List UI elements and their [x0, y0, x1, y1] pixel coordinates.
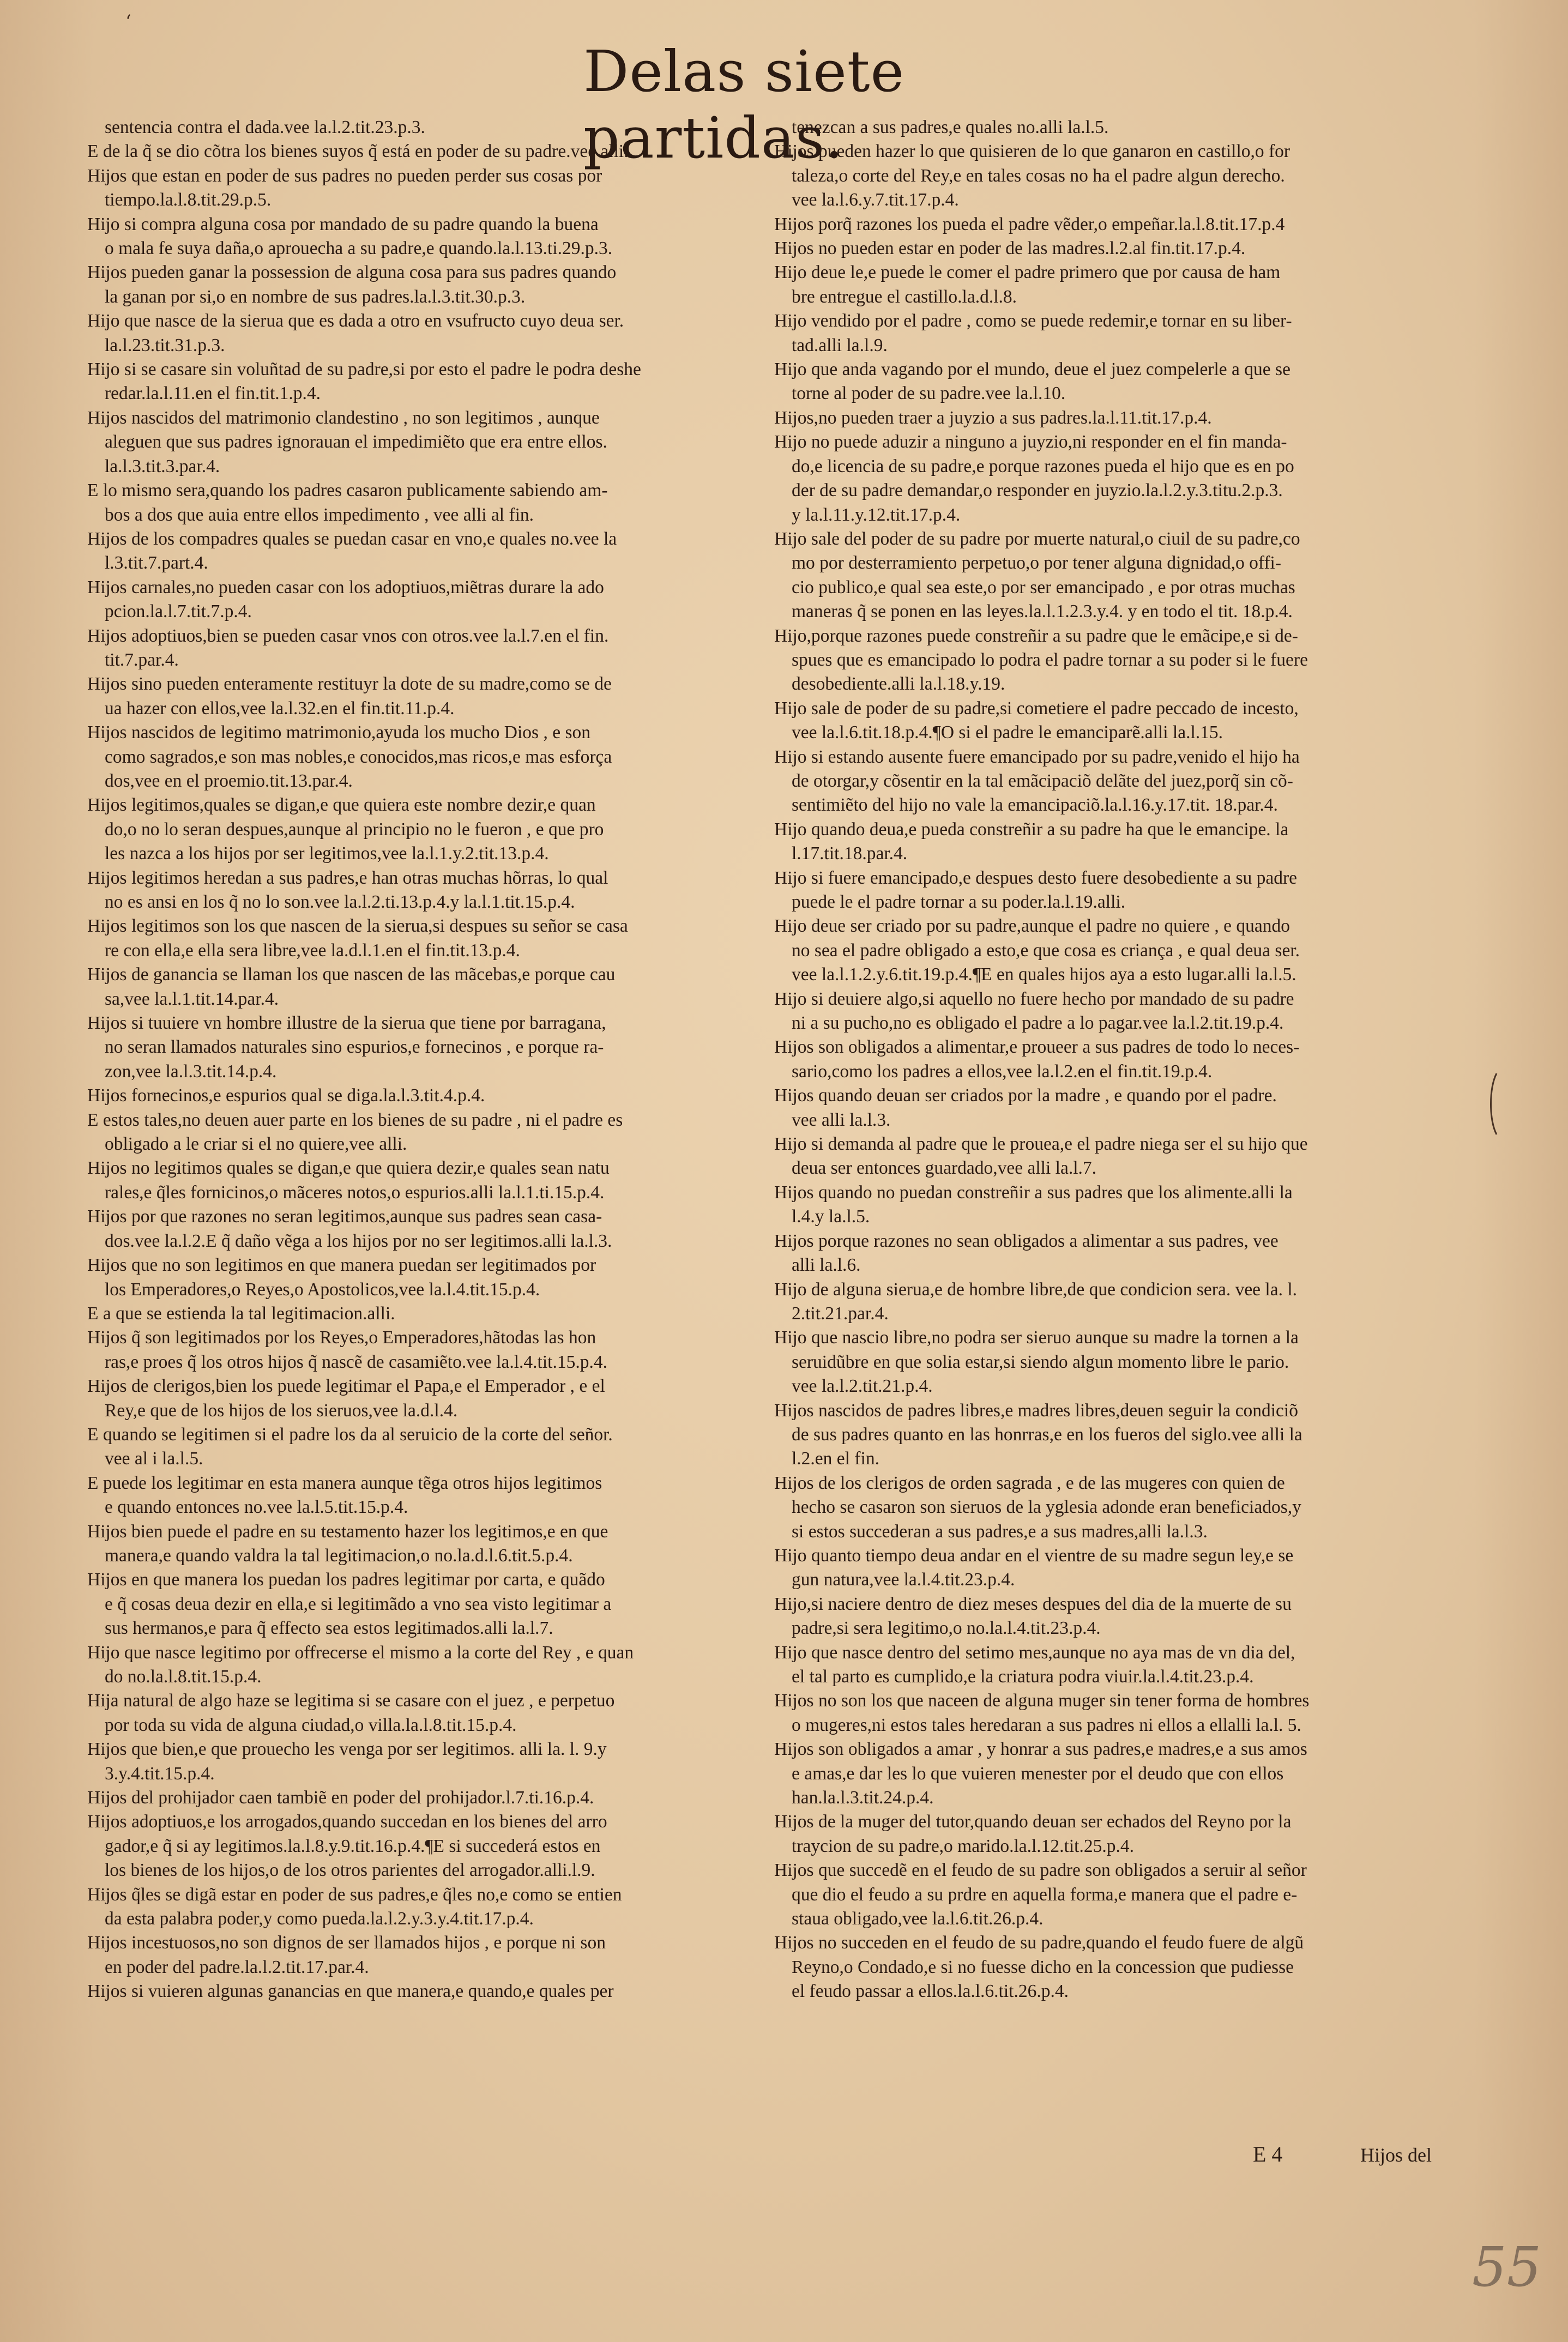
index-entry: Hijo de alguna sierua,e de hombre libre,de que condicion sera. vee la. l. 2.tit.21.par.4. [774, 1279, 1298, 1324]
index-entry: Hijo,porque razones puede constreñir a su padre que le emãcipe,e si de- spues que es emancipado lo podra el padre tornar a su poder si le fuere desobediente.alli la.l.18.y.19. [774, 625, 1308, 695]
index-entry: Hijos porque razones no sean obligados a alimentar a sus padres, vee alli la.l.6. [774, 1230, 1278, 1276]
left-column [87, 116, 755, 2004]
index-entry: Hijos de los compadres quales se puedan casar en vno,e quales no.vee la l.3.tit.7.part.4. [87, 528, 617, 574]
index-entry: Hijo que anda vagando por el mundo, deue el juez compelerle a que se torne al poder de su padre.vee la.l.10. [774, 359, 1290, 404]
index-entry: Hijos quando deuan ser criados por la madre , e quando por el padre. vee alli la.l.3. [774, 1085, 1277, 1130]
index-entry: Hijos nascidos de legitimo matrimonio,ayuda los mucho Dios , e son como sagrados,e son mas nobles,e conocidos,mas ricos,e mas esforça dos,vee en el proemio.tit.13.par.4. [87, 722, 612, 791]
index-entry: Hijos son obligados a amar , y honrar a sus padres,e madres,e a sus amos e amas,e dar les lo que vuieren menester por el deudo que con ellos han.la.l.3.tit.24.p.4. [774, 1739, 1307, 1808]
catchword: Hijos del [1360, 2144, 1432, 2166]
margin-bracket-mark [1486, 1071, 1501, 1137]
right-column [774, 116, 1458, 2004]
index-entry: Hijos son obligados a alimentar,e proueer a sus padres de todo lo neces- sario,como los padres a ellos,vee la.l.2.en el fin.tit.19.p.4. [774, 1037, 1300, 1082]
index-entry: Hijos de ganancia se llaman los que nascen de las mãcebas,e porque cau sa,vee la.l.1.tit.14.par.4. [87, 964, 616, 1009]
top-mark: ‘ [125, 11, 131, 33]
index-entry: Hijo vendido por el padre , como se puede redemir,e tornar en su liber- tad.alli la.l.9. [774, 311, 1292, 355]
index-entry: Hijos por que razones no seran legitimos,aunque sus padres sean casa- dos.vee la.l.2.E q̃ daño vẽga a los hijos por no ser legitimos.alli la.l.3. [87, 1206, 612, 1251]
index-entry: Hijo que nasce de la sierua que es dada a otro en vsufructo cuyo deua ser. la.l.23.tit.31.p.3. [87, 311, 624, 355]
index-entry: Hijo quanto tiempo deua andar en el vientre de su madre segun ley,e se gun natura,vee la.l.4.tit.23.p.4. [774, 1545, 1294, 1590]
index-entry: Hijos si tuuiere vn hombre illustre de la sierua que tiene por barragana, no seran llamados naturales sino espurios,e fornecinos , e porque ra- zon,vee la.l.3.tit.14.p.4. [87, 1013, 606, 1082]
index-entry: Hijos que no son legitimos en que manera puedan ser legitimados por los Emperadores,o Reyes,o Apostolicos,vee la.l.4.tit.15.p.4. [87, 1255, 596, 1300]
index-entry: Hijo que nascio libre,no podra ser sieruo aunque su madre la tornen a la seruidũbre en que solia estar,si siendo algun momento libre le pario. vee la.l.2.tit.21.p.4. [774, 1327, 1299, 1397]
index-entry: Hijos no legitimos quales se digan,e que quiera dezir,e quales sean natu rales,e q̃les fornicinos,o mãceres notos,o espurios.alli la.l.1.ti.15.p.4. [87, 1158, 610, 1203]
index-entry: E puede los legitimar en esta manera aunque tẽga otros hijos legitimos e quando entonces no.vee la.l.5.tit.15.p.4. [87, 1472, 602, 1518]
index-entry: Hijos porq̃ razones los pueda el padre vẽder,o empeñar.la.l.8.tit.17.p.4 [774, 214, 1285, 234]
index-entry: Hijos que estan en poder de sus padres no pueden perder sus cosas por tiempo.la.l.8.tit.29.p.5. [87, 165, 602, 210]
index-entry: E a que se estienda la tal legitimacion.alli. [87, 1303, 395, 1324]
index-entry: Hijos nascidos del matrimonio clandestino , no son legitimos , aunque aleguen que sus padres ignorauan el impedimiẽto que era entre ellos. la.l.3.tit.3.par.4. [87, 407, 607, 476]
index-entry: Hijo si compra alguna cosa por mandado de su padre quando la buena o mala fe suya daña,o aprouecha a su padre,e quando.la.l.13.ti.29.p.3. [87, 214, 613, 259]
index-entry: Hija natural de algo haze se legitima si se casare con el juez , e perpetuo por toda su vida de alguna ciudad,o villa.la.l.8.tit.15.p.4. [87, 1691, 615, 1735]
folio-number: 55 [1472, 2235, 1542, 2299]
index-entry: Hijos quando no puedan constreñir a sus padres que los alimente.alli la l.4.y la.l.5. [774, 1182, 1293, 1227]
index-entry: Hijos adoptiuos,bien se pueden casar vnos con otros.vee la.l.7.en el fin. tit.7.par.4. [87, 625, 609, 670]
index-entry: Hijos pueden hazer lo que quisieren de lo que ganaron en castillo,o for taleza,o corte del Rey,e en tales cosas no ha el padre algun derecho. vee la.l.6.y.7.tit.17.p.4. [774, 141, 1290, 210]
index-entry: Hijos bien puede el padre en su testamento hazer los legitimos,e en que manera,e quando valdra la tal legitimacion,o no.la.d.l.6.tit.5.p.4. [87, 1521, 608, 1566]
index-entry: Hijos q̃ son legitimados por los Reyes,o Emperadores,hãtodas las hon ras,e proes q̃ los otros hijos q̃ nascẽ de casamiẽto.vee la.l.4.tit.15.p.4. [87, 1327, 607, 1372]
index-entry: Hijos en que manera los puedan los padres legitimar por carta, e quãdo e q̃ cosas deua dezir en ella,e si legitimãdo a vno sea visto legitimar a sus hermanos,e para q̃ effecto sea estos legitimados.alli la.l.7. [87, 1570, 612, 1639]
index-entry: Hijos nascidos de padres libres,e madres libres,deuen seguir la condiciõ de sus padres quanto en las honrras,e en los fueros del siglo.vee alli la l.2.en el fin. [774, 1400, 1302, 1469]
index-entry: Hijos no pueden estar en poder de las madres.l.2.al fin.tit.17.p.4. [774, 238, 1246, 259]
page-header-title: Delas siete partidas. [583, 38, 905, 171]
index-entry: Hijo deue le,e puede le comer el padre primero que por causa de ham bre entregue el castillo.la.d.l.8. [774, 262, 1281, 307]
index-entry: Hijos pueden ganar la possession de alguna cosa para sus padres quando la ganan por si,o en nombre de sus padres.la.l.3.tit.30.p.3. [87, 262, 617, 307]
index-entry: E de la q̃ se dio cõtra los bienes suyos q̃ está en poder de su padre.vee alli. [87, 141, 629, 162]
index-entry: Hijos legitimos son los que nascen de la sierua,si despues su señor se casa re con ella,e ella sera libre,vee la.d.l.1.en el fin.tit.13.p.4. [87, 916, 628, 961]
index-entry: Hijos legitimos,quales se digan,e que quiera este nombre dezir,e quan do,o no lo seran despues,aunque al principio no le fueron , e que pro les nazca a los hijos por ser legitimos,vee la.l.1.y.2.tit.13.p.4. [87, 795, 604, 864]
index-entry: Hijo si demanda al padre que le prouea,e el padre niega ser el su hijo que deua ser entonces guardado,vee alli la.l.7. [774, 1134, 1308, 1179]
index-entry: E lo mismo sera,quando los padres casaron publicamente sabiendo am- bos a dos que auia entre ellos impedimento , vee alli al fin. [87, 480, 608, 525]
index-entry: Hijos si vuieren algunas ganancias en que manera,e quando,e quales per [87, 1981, 614, 2002]
index-entry: Hijos fornecinos,e espurios qual se diga.la.l.3.tit.4.p.4. [87, 1085, 485, 1106]
index-entry: Hijos de los clerigos de orden sagrada , e de las mugeres con quien de hecho se casaron son sieruos de la yglesia adonde eran beneficiados,y si estos succederan a sus padres,e a sus madres,alli la.l.3. [774, 1472, 1301, 1542]
index-entry: Hijo que nasce dentro del setimo mes,aunque no aya mas de vn dia del, el tal parto es cumplido,e la criatura podra viuir.la.l.4.tit.23.p.4. [774, 1642, 1295, 1687]
index-entry: tenezcan a sus padres,e quales no.alli la.l.5. [792, 117, 1109, 137]
index-entry: Hijo que nasce legitimo por offrecerse el mismo a la corte del Rey , e quan do no.la.l.8.tit.15.p.4. [87, 1642, 634, 1687]
index-entry: Hijos que bien,e que prouecho les venga por ser legitimos. alli la. l. 9.y 3.y.4.tit.15.p.4. [87, 1739, 607, 1784]
index-entry: Hijo si deuiere algo,si aquello no fuere hecho por mandado de su padre ni a su pucho,no es obligado el padre a lo pagar.vee la.l.2.tit.19.p.4. [774, 988, 1294, 1034]
index-entry: Hijo si estando ausente fuere emancipado por su padre,venido el hijo ha de otorgar,y cõsentir en la tal emãcipaciõ delãte del juez,porq̃ sin cõ- sentimiẽto del hijo no vale la emancipaciõ.la.l.16.y.17.tit. 18.par.4. [774, 746, 1300, 816]
index-entry: Hijo quando deua,e pueda constreñir a su padre ha que le emancipe. la l.17.tit.18.par.4. [774, 819, 1289, 864]
index-entry: Hijos carnales,no pueden casar con los adoptiuos,miẽtras durare la ado pcion.la.l.7.tit.7.p.4. [87, 577, 604, 622]
index-entry: Hijo si se casare sin voluñtad de su padre,si por esto el padre le podra deshe redar.la.l.11.en el fin.tit.1.p.4. [87, 359, 641, 404]
index-entry: Hijos que succedẽ en el feudo de su padre son obligados a seruir al señor que dio el feudo a su prdre en aquella forma,e manera que el padre e- staua obligado,vee la.l.6.tit.26.p.4. [774, 1860, 1307, 1929]
index-entry: Hijos no succeden en el feudo de su padre,quando el feudo fuere de algũ Reyno,o Condado,e si no fuesse dicho en la concession que pudiesse el feudo passar a ellos.la.l.6.tit.26.p.4. [774, 1933, 1304, 2002]
signature-mark: E 4 [1253, 2142, 1283, 2166]
index-entry: Hijos de la muger del tutor,quando deuan ser echados del Reyno por la traycion de su padre,o marido.la.l.12.tit.25.p.4. [774, 1812, 1292, 1856]
index-entry: Hijo sale de poder de su padre,si cometiere el padre peccado de incesto, vee la.l.6.tit.18.p.4.¶O si el padre le emanciparẽ.alli la.l.15. [774, 698, 1299, 743]
index-entry: Hijo deue ser criado por su padre,aunque el padre no quiere , e quando no sea el padre obligado a esto,e que cosa es criança , e qual deua ser. vee la.l.1.2.y.6.tit.19.p.4.¶E en quales hijos aya a esto lugar.alli la.l.5. [774, 916, 1300, 985]
index-entry: Hijo,si naciere dentro de diez meses despues del dia de la muerte de su padre,si sera legitimo,o no.la.l.4.tit.23.p.4. [774, 1593, 1292, 1639]
index-entry: Hijo sale del poder de su padre por muerte natural,o ciuil de su padre,co mo por desterramiento perpetuo,o por tener alguna dignidad,o offi- cio publico,e qual sea este,o por ser emancipado , e por otras muchas maneras q̃ se ponen en las leyes.la.l.1.2.3.y.4. y en todo el tit. 18.p.4. [774, 528, 1300, 622]
index-entry: Hijos del prohijador caen tambiẽ en poder del prohijador.l.7.ti.16.p.4. [87, 1788, 594, 1808]
index-entry: sentencia contra el dada.vee la.l.2.tit.23.p.3. [105, 117, 425, 137]
index-entry: Hijo si fuere emancipado,e despues desto fuere desobediente a su padre puede le el padre tornar a su poder.la.l.19.alli. [774, 867, 1298, 912]
index-entry: Hijos de clerigos,bien los puede legitimar el Papa,e el Emperador , e el Rey,e que de los hijos de los sieruos,vee la.d.l.4. [87, 1376, 605, 1421]
index-entry: Hijos no son los que naceen de alguna muger sin tener forma de hombres o mugeres,ni estos tales heredaran a sus padres ni ellos a ellalli la.l. 5. [774, 1691, 1310, 1735]
index-entry: E estos tales,no deuen auer parte en los bienes de su padre , ni el padre es obligado a le criar si el no quiere,vee alli. [87, 1109, 623, 1155]
index-entry: Hijo no puede aduzir a ninguno a juyzio,ni responder en el fin manda- do,e licencia de su padre,e porque razones pueda el hijo que es en po der de su padre demandar,o responder en juyzio.la.l.2.y.3.titu.2.p.3. y la.l.11.y.12.tit.17.p.4. [774, 432, 1294, 525]
index-entry: Hijos,no pueden traer a juyzio a sus padres.la.l.11.tit.17.p.4. [774, 407, 1212, 428]
index-entry: Hijos adoptiuos,e los arrogados,quando succedan en los bienes del arro gador,e q̃ si ay legitimos.la.l.8.y.9.tit.16.p.4.¶E si succederá estos en los bienes de los hijos,o de los otros parientes del arrogador.alli.l.9. [87, 1812, 607, 1881]
index-entry: E quando se legitimen si el padre los da al seruicio de la corte del señor. vee al i la.l.5. [87, 1424, 613, 1469]
index-entry: Hijos legitimos heredan a sus padres,e han otras muchas hõrras, lo qual no es ansi en los q̃ no lo son.vee la.l.2.ti.13.p.4.y la.l.1.tit.15.p.4. [87, 867, 608, 912]
index-entry: Hijos q̃les se digã estar en poder de sus padres,e q̃les no,e como se entien da esta palabra poder,y como pueda.la.l.2.y.3.y.4.tit.17.p.4. [87, 1884, 622, 1929]
index-entry: Hijos sino pueden enteramente restituyr la dote de su madre,como se de ua hazer con ellos,vee la.l.32.en el fin.tit.11.p.4. [87, 674, 612, 719]
index-entry: Hijos incestuosos,no son dignos de ser llamados hijos , e porque ni son en poder del padre.la.l.2.tit.17.par.4. [87, 1933, 606, 1977]
